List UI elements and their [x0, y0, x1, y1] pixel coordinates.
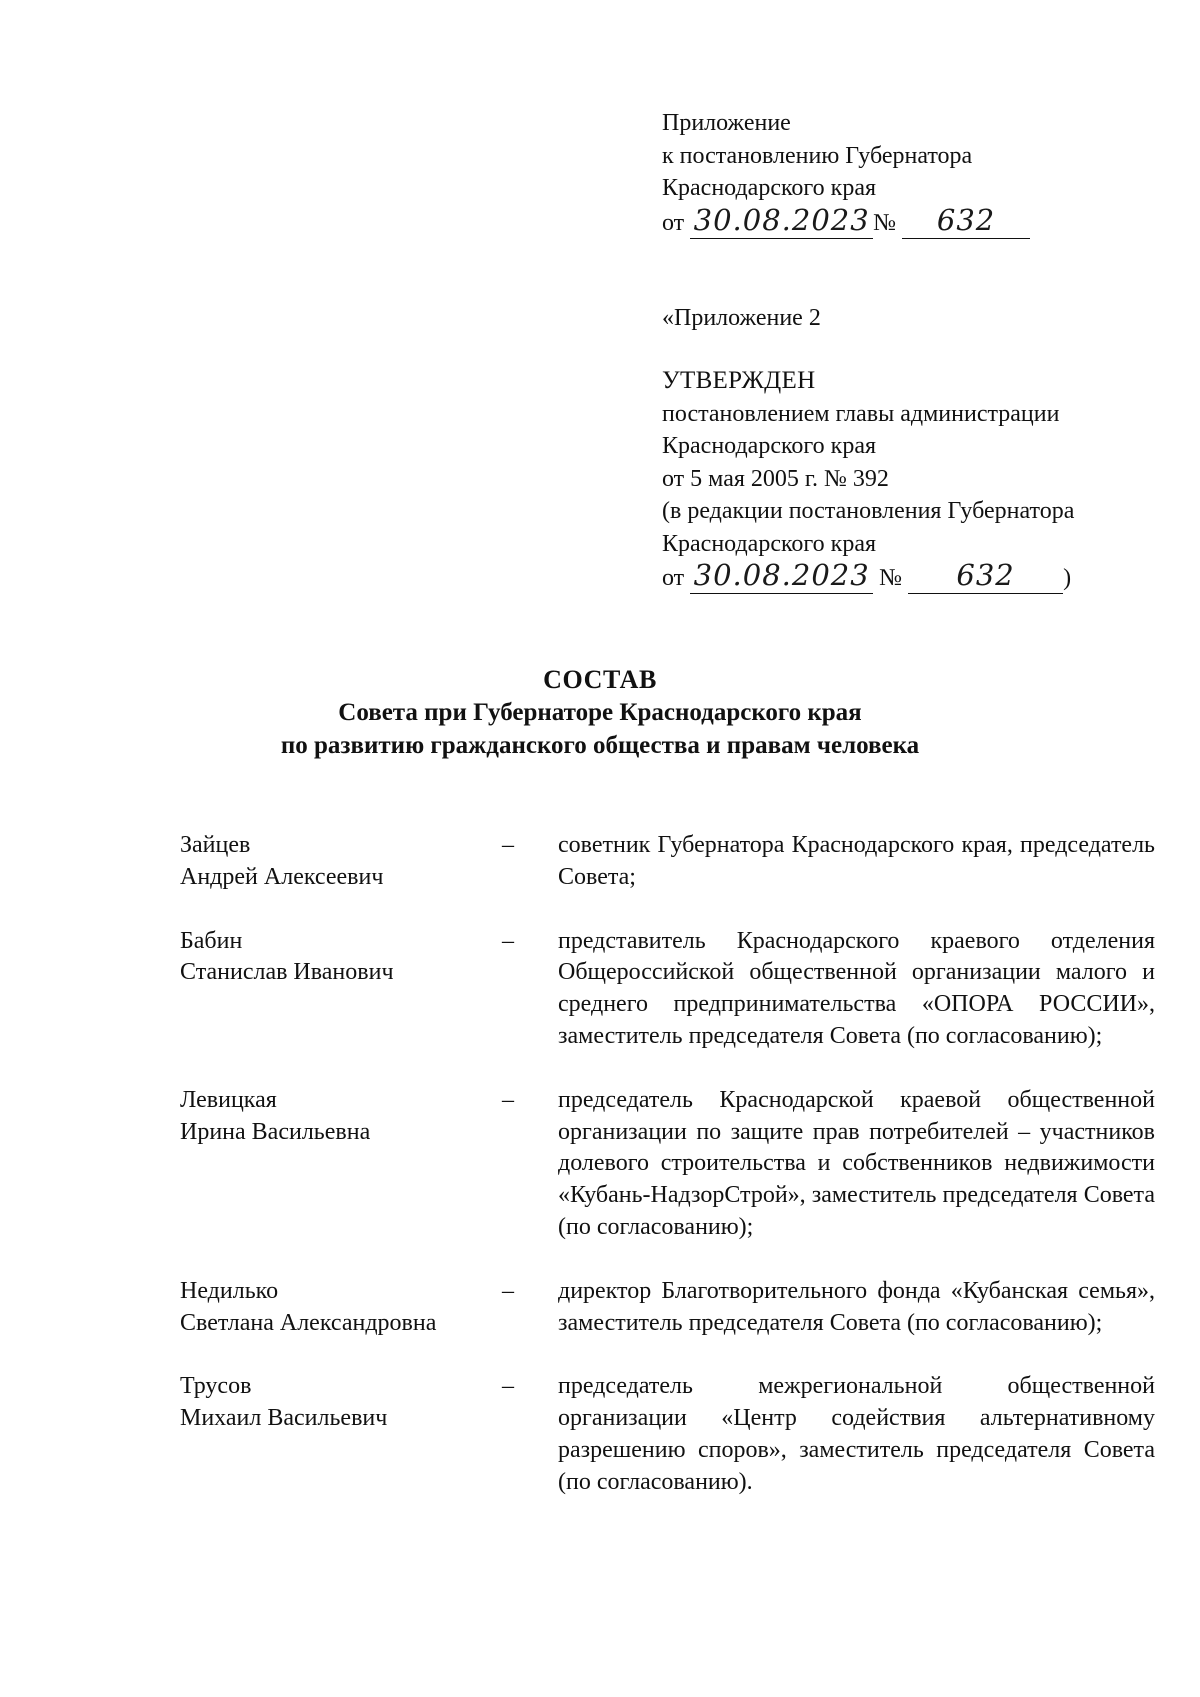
member-name — [180, 1276, 502, 1340]
approved-line-3: от 5 мая 2005 г. № 392 — [662, 465, 889, 492]
appendix-label: «Приложение 2 — [662, 305, 821, 331]
members-list — [180, 830, 1155, 1531]
attachment-number-field — [902, 202, 1030, 239]
approved-date-line — [662, 560, 1074, 595]
member-dash: – — [502, 1086, 514, 1113]
heading-line-2: по развитию гражданского общества и правам человека — [280, 732, 920, 759]
attachment-line-1: Приложение — [662, 110, 791, 136]
approved-date-field — [690, 560, 873, 594]
approved-line-4: (в редакции постановления Губернатора — [662, 498, 1075, 524]
member-row — [180, 1371, 1155, 1498]
approved-line-5: Краснодарского края — [662, 530, 877, 557]
attachment-from-label: от — [662, 209, 685, 236]
member-surname: Зайцев — [180, 832, 251, 858]
attachment-header — [662, 107, 1030, 239]
document-heading — [0, 663, 1200, 762]
member-name — [180, 830, 502, 894]
member-given-name: Светлана Александровна — [180, 1309, 437, 1336]
attachment-line-3: Краснодарского края — [662, 175, 877, 201]
member-row — [180, 1085, 1155, 1244]
heading-line-1: Совета при Губернаторе Краснодарского края — [338, 699, 862, 726]
member-row — [180, 926, 1155, 1053]
member-surname: Трусов — [180, 1373, 252, 1400]
attachment-date-field — [690, 202, 873, 239]
attachment-number-label: № — [873, 209, 897, 236]
member-row — [180, 1276, 1155, 1340]
attachment-line-2: к постановлению Губернатора — [662, 142, 973, 169]
approved-date-handwritten: 30.08.2023 — [693, 558, 870, 592]
approved-number-field — [908, 560, 1063, 594]
attachment-date-handwritten: 30.08.2023 — [693, 202, 870, 237]
approved-title: УТВЕРЖДЕН — [662, 367, 816, 394]
member-name — [180, 1371, 502, 1498]
approved-from-label: от — [662, 565, 685, 591]
member-given-name: Андрей Алексеевич — [180, 863, 384, 890]
member-role: директор Благотворительного фонда «Кубанская семья», заместитель председателя Совета (по согласованию); — [558, 1277, 1155, 1336]
member-surname: Бабин — [180, 927, 243, 954]
member-role: представитель Краснодарского краевого отделения Общероссийской общественной организации малого и среднего предпринимательства «ОПОРА РОССИИ», заместитель председателя Совета (по согласованию); — [558, 927, 1155, 1049]
member-surname: Левицкая — [180, 1086, 277, 1113]
approved-line-2: Краснодарского края — [662, 433, 877, 459]
member-row — [180, 830, 1155, 894]
attachment-date-line — [662, 202, 1030, 240]
heading-title: СОСТАВ — [543, 665, 657, 694]
member-given-name: Станислав Иванович — [180, 959, 394, 986]
approved-number-label: № — [879, 565, 903, 591]
member-surname: Недилько — [180, 1277, 279, 1304]
member-dash: – — [502, 927, 514, 954]
approved-header — [662, 365, 1074, 595]
member-given-name: Михаил Васильевич — [180, 1405, 388, 1432]
member-dash: – — [502, 1277, 514, 1304]
attachment-number-handwritten: 632 — [936, 202, 996, 237]
member-role: председатель межрегиональной общественной организации «Центр содействия альтернативному разрешению споров», заместитель председателя Совета (по согласованию). — [558, 1373, 1155, 1495]
member-dash: – — [502, 1373, 514, 1400]
approved-number-handwritten: 632 — [956, 558, 1015, 592]
approved-line-1: постановлением главы администрации — [662, 400, 1060, 427]
member-dash: – — [502, 832, 514, 858]
member-given-name: Ирина Васильевна — [180, 1118, 371, 1145]
member-role: советник Губернатора Краснодарского края, председатель Совета; — [558, 832, 1155, 890]
approved-closing-paren: ) — [1063, 565, 1072, 591]
member-role: председатель Краснодарской краевой общественной организации по защите прав потребителей – участников долевого строительства и собственников недвижимости «Кубань-НадзорСтрой», заместитель председателя Совета (по согласованию); — [558, 1086, 1155, 1240]
member-name — [180, 926, 502, 1053]
member-name — [180, 1085, 502, 1244]
